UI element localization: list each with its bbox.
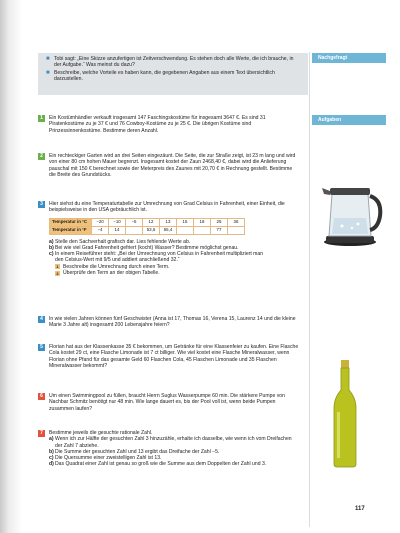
table-cell: 18 bbox=[194, 218, 211, 226]
subtask-label: c) bbox=[49, 251, 54, 258]
table-cell: −10 bbox=[109, 218, 126, 226]
task-1 bbox=[38, 115, 300, 134]
task-5 bbox=[38, 344, 300, 369]
subtask-label: c) bbox=[49, 455, 54, 462]
task-number-badge: 7 bbox=[38, 430, 45, 437]
table-cell: 15 bbox=[177, 218, 194, 226]
square-bullet-icon: ■ bbox=[46, 56, 50, 62]
task-7 bbox=[38, 430, 300, 468]
task-number-badge: 6 bbox=[38, 393, 45, 400]
table-cell: 14 bbox=[109, 226, 126, 234]
subtask-label: d) bbox=[49, 461, 54, 468]
table-cell bbox=[177, 226, 194, 234]
subtask bbox=[49, 461, 300, 467]
subtask-text: Die Quersumme einer zweistelligen Zahl ist 13. bbox=[55, 455, 162, 462]
subtask-label: b) bbox=[49, 244, 54, 251]
table-cell: 25 bbox=[211, 218, 228, 226]
table-cell: 13 bbox=[160, 218, 177, 226]
task-text: Bestimme jeweils die gesuchte rationale Zahl. bbox=[49, 430, 153, 436]
task-6 bbox=[38, 393, 300, 412]
task-3 bbox=[38, 201, 308, 276]
task-text: Hier siehst du eine Temperaturtabelle zur Umrechnung von Grad Celsius in Fahrenheit, einer Einheit, die beispielsweise in den USA gebräuchlich ist. bbox=[49, 201, 285, 214]
review-item-text: Beschreibe, welche Vorteile es haben kann, die gegebenen Angaben aus einem Text übersichtlich darzustellen. bbox=[54, 69, 275, 82]
page-number: 117 bbox=[355, 506, 365, 512]
table-cell: −4 bbox=[92, 226, 109, 234]
task-number-badge: 2 bbox=[38, 153, 45, 160]
table-cell: 12 bbox=[143, 218, 160, 226]
task-text: Ein rechteckiger Garten wird an drei Seiten eingezäunt. Die Seite, die zur Straße zeigt, ist 23 m lang und wird von einer 80 cm hohen Mauer begrenzt. Insgesamt kostet der Zaun 2468,40 €, dabei wird die Anlieferung pauschal mit 150 € berechnet sowie der Meterpreis des Zaunes mit 20,70 € in Rechnung gestellt. Bestimme die Breite des Grundstücks. bbox=[49, 153, 296, 178]
page-fold-shadow bbox=[0, 0, 22, 533]
table-cell: 77 bbox=[211, 226, 228, 234]
table-cell: 36 bbox=[228, 218, 245, 226]
subtask-label: a) bbox=[49, 436, 54, 443]
table-row bbox=[50, 218, 245, 226]
task-text: In wie vielen Jahren können fünf Geschwister (Anna ist 17, Thomas 16, Verena 15, Laurenz 14 und die kleine Marie 3 Jahre alt) insgesamt 200 Lebensjahre feiern? bbox=[49, 316, 296, 329]
subtask bbox=[49, 251, 269, 264]
section-tag-review: Nachgefragt bbox=[312, 53, 386, 63]
temperature-table bbox=[49, 218, 245, 235]
table-cell: −20 bbox=[92, 218, 109, 226]
task-text: Um einen Swimmingpool zu füllen, braucht Herrn Suglus Wasserpumpe 60 min. Die stärkere Pumpe von Nachbar Schmitz benötigt nur 48 min. Wie lange dauert es, bis der Pool voll ist, wenn beide Pumpen zusammen laufen? bbox=[49, 393, 285, 412]
table-row bbox=[50, 226, 245, 234]
review-item bbox=[46, 56, 302, 69]
table-cell: −5 bbox=[126, 218, 143, 226]
subtask-text: Bei wie viel Grad Fahrenheit gefriert (kocht) Wasser? Bestimme möglichst genau. bbox=[55, 244, 239, 251]
table-row-header: Temperatur in °F bbox=[50, 226, 92, 234]
task-2 bbox=[38, 153, 300, 178]
table-cell: 53,6 bbox=[143, 226, 160, 234]
square-bullet-icon: ■ bbox=[46, 69, 50, 76]
subtask-text: In einem Reiseführer steht: „Bei der Umrechnung von Celsius in Fahrenheit multipliziert man den Celsius-Wert mit 9/5 und addiert anschließend 32.“ bbox=[55, 251, 264, 264]
task-text: Florian hat aus der Klassenkasse 35 € bekommen, um Getränke für eine Klassenfeier zu kaufen. Eine Flasche Cola kostet 29 ct, eine Flasche Limonade ist 7 ct billiger. Wie viel kostet eine Flasche Mineralwasser, wenn Florian ohne Pfand für das gesamte Geld 60 Flaschen Cola, 45 Flaschen Limonade und 35 Flaschen Mineralwasser bekommt? bbox=[49, 344, 299, 369]
task-number-badge: 5 bbox=[38, 344, 45, 351]
task-number-badge: 1 bbox=[38, 115, 45, 122]
lemonade-bottle-image bbox=[332, 360, 358, 468]
table-cell: 55,4 bbox=[160, 226, 177, 234]
subtask-item-text: Beschreibe die Umrechnung durch einen Term. bbox=[63, 263, 170, 270]
table-cell bbox=[228, 226, 245, 234]
table-cell bbox=[194, 226, 211, 234]
subtask-text: Stelle den Sachverhalt grafisch dar. Lies fehlende Werte ab. bbox=[55, 238, 191, 245]
subtask-label: a) bbox=[49, 238, 54, 245]
task-number-badge: 4 bbox=[38, 316, 45, 323]
subtask-item-text: Überprüfe den Term an der obigen Tabelle. bbox=[63, 270, 160, 277]
task-number-badge: 3 bbox=[38, 201, 45, 208]
table-cell bbox=[126, 226, 143, 234]
task-text: Ein Kostümhändler verkauft insgesamt 147 Faschingskostüme für insgesamt 3647 €. Es sind 31 Piratenkostüme zu je 37 € und 76 Cowboy-Kostüme zu je 25 €. Die übrigen Kostüme sind Prinzessinnenkostüme. Bestimme deren Anzahl. bbox=[49, 115, 266, 134]
item-number-badge: 2 bbox=[56, 270, 59, 276]
task-4 bbox=[38, 316, 300, 329]
subtask-text: Wenn ich zur Hälfte der gesuchten Zahl 3 hinzuzähle, erhalte ich dasselbe, wie wenn ich vom Dreifachen der Zahl 7 abziehe. bbox=[55, 436, 292, 449]
subtask bbox=[49, 436, 300, 449]
subtask-item bbox=[55, 270, 308, 276]
glass-kettle-image bbox=[316, 178, 384, 248]
subtask-text: Das Quadrat einer Zahl ist genau so groß wie die Summe aus dem Doppelten der Zahl und 3. bbox=[55, 461, 267, 468]
item-number-badge: 1 bbox=[56, 264, 59, 270]
section-tag-tasks: Aufgaben bbox=[312, 115, 386, 125]
subtask-label: b) bbox=[49, 448, 54, 455]
table-row-header: Temperatur in °C bbox=[50, 218, 92, 226]
sidebar-divider bbox=[309, 52, 310, 527]
review-box bbox=[38, 53, 308, 95]
review-item-text: Tobi sagt: „Eine Skizze anzufertigen ist Zeitverschwendung. Es stehen doch alle Werte, die ich brauche, in der Aufgabe.“ Was meinst du dazu? bbox=[54, 56, 294, 69]
subtask-text: Die Summe der gesuchten Zahl und 13 ergibt das Dreifache der Zahl −5. bbox=[55, 448, 220, 455]
review-item bbox=[46, 70, 302, 83]
